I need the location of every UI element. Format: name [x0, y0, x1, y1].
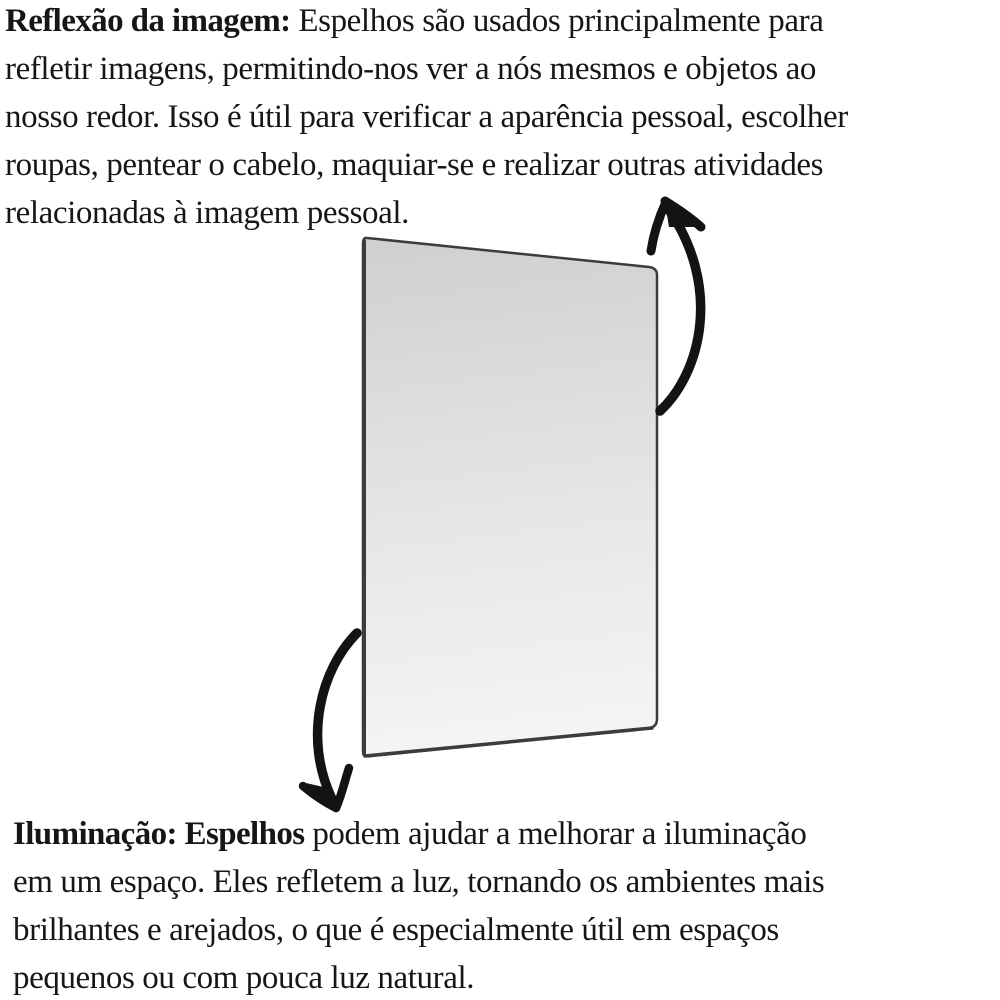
paragraph-line: brilhantes e arejados, o que é especialmente útil em espaços — [13, 912, 779, 948]
reflection-heading: Reflexão da imagem: — [5, 3, 291, 39]
arrow-barb-left — [303, 786, 336, 808]
lighting-heading: Iluminação: Espelhos — [13, 816, 305, 852]
paragraph-line: pequenos ou com pouca luz natural. — [13, 960, 475, 996]
paragraph-text: Espelhos são usados principalmente para — [290, 3, 824, 39]
paragraph-line: nosso redor. Isso é útil para verificar a aparência pessoal, escolher — [5, 99, 848, 135]
lighting-paragraph — [13, 810, 993, 1000]
paragraph-line: relacionadas à imagem pessoal. — [5, 195, 409, 231]
paragraph-text: podem ajudar a melhorar a iluminação — [304, 816, 807, 852]
paragraph-line: em um espaço. Eles refletem a luz, tornando os ambientes mais — [13, 864, 825, 900]
paragraph-line — [13, 810, 993, 858]
arrow-head-wedge — [306, 783, 340, 811]
rotate-down-arrow-icon — [303, 633, 357, 811]
paragraph-line — [5, 0, 997, 45]
arrow-barb-right — [336, 768, 349, 808]
arrow-shaft — [660, 207, 701, 411]
paragraph-line: refletir imagens, permitindo-nos ver a nós mesmos e objetos ao — [5, 51, 816, 87]
mirror-panel — [363, 238, 657, 757]
reflection-paragraph — [5, 0, 997, 237]
mirror-surface — [363, 238, 657, 757]
arrow-shaft — [318, 633, 357, 799]
mirror-bottom-edge — [365, 728, 652, 756]
paragraph-line: roupas, pentear o cabelo, maquiar-se e realizar outras atividades — [5, 147, 824, 183]
